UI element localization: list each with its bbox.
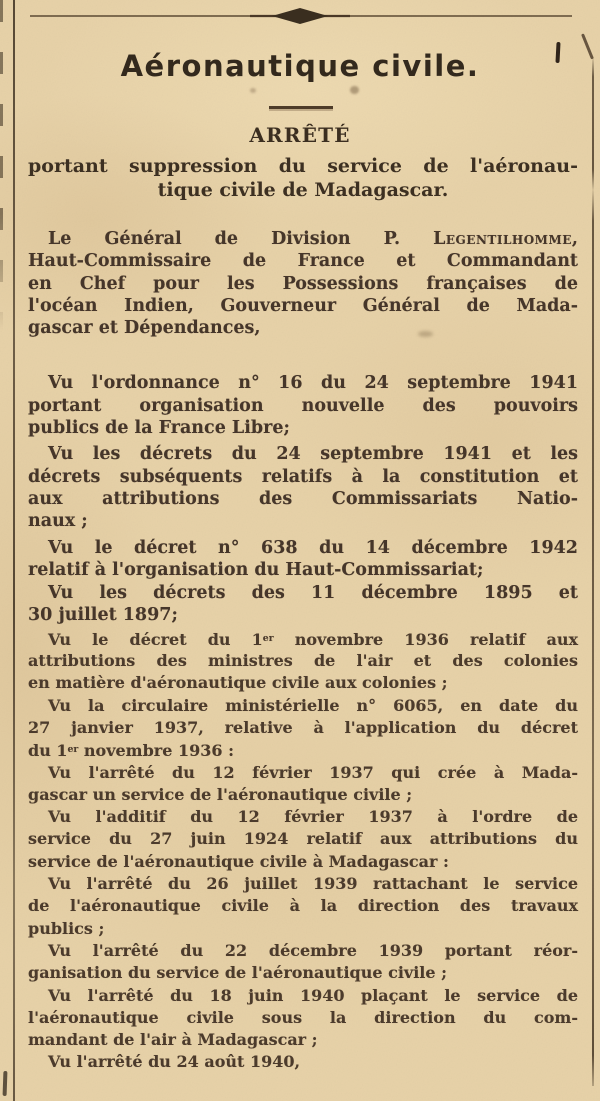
body-line: du 1er novembre 1936 : <box>28 741 234 761</box>
body-line: décrets subséquents relatifs à la constitution et <box>28 466 578 487</box>
body-paragraph <box>28 806 578 873</box>
right-column-rule <box>592 56 594 1086</box>
body-paragraph <box>28 762 578 807</box>
body-line: en Chef pour les Possessions françaises de <box>28 273 578 294</box>
paper-stain <box>250 88 256 93</box>
body-line: ganisation du service de l'aéronautique civile ; <box>28 963 448 983</box>
body-paragraph <box>28 443 578 532</box>
body-line: mandant de l'air à Madagascar ; <box>28 1030 318 1050</box>
body-line: gascar et Dépendances, <box>28 318 261 339</box>
body-line: service du 27 juin 1924 relatif aux attributions du <box>28 829 578 849</box>
body-line: Vu l'arrêté du 18 juin 1940 plaçant le service de <box>48 985 578 1005</box>
diamond-rule-ornament <box>0 0 600 32</box>
article-title: Aéronautique civile. <box>120 49 480 83</box>
body-line: Vu le décret n° 638 du 14 décembre 1942 <box>48 537 578 558</box>
body-paragraph <box>28 537 578 582</box>
decree-subtitle <box>28 155 578 202</box>
body-line: Vu les décrets du 24 septembre 1941 et les <box>48 444 578 465</box>
body-line: publics de la France Libre; <box>28 418 290 439</box>
subtitle-line: tique civile de Madagascar. <box>157 178 449 201</box>
body-line: Vu l'ordonnance n° 16 du 24 septembre 1941 <box>48 373 578 394</box>
body-line: Vu l'arrêté du 12 février 1937 qui crée à Mada- <box>48 762 578 782</box>
body-line: relatif à l'organisation du Haut-Commissariat; <box>28 559 484 580</box>
body-paragraph <box>28 985 578 1052</box>
body-paragraph <box>28 1051 578 1073</box>
body-line: Vu l'arrêté du 22 décembre 1939 portant réor- <box>48 940 578 960</box>
body-line: service de l'aéronautique civile à Madagascar : <box>28 851 449 871</box>
body-line: Vu la circulaire ministérielle n° 6065, en date du <box>48 695 578 715</box>
subtitle-line: portant suppression du service de l'aéronau- <box>28 155 578 177</box>
left-column-rule <box>13 0 15 1101</box>
body-paragraph <box>28 628 578 695</box>
title-underline-rule <box>269 106 333 109</box>
article-body <box>28 228 578 1074</box>
body-line: attributions des ministres de l'air et des colonies <box>28 651 578 671</box>
paper-stain <box>350 86 359 94</box>
decree-heading: ARRÊTÉ <box>249 123 351 147</box>
body-line: portant organisation nouvelle des pouvoirs <box>28 395 578 416</box>
body-paragraph <box>28 873 578 940</box>
body-line: 27 janvier 1937, relative à l'application du décret <box>28 717 578 737</box>
body-paragraph <box>28 228 578 339</box>
body-line: Vu l'arrêté du 26 juillet 1939 rattachant le service <box>48 874 578 894</box>
body-line: naux ; <box>28 511 88 532</box>
body-line: Vu le décret du 1er novembre 1936 relatif aux <box>48 629 579 649</box>
body-line: gascar un service de l'aéronautique civile ; <box>28 784 413 804</box>
body-line: l'aéronautique civile sous la direction du com- <box>28 1007 578 1027</box>
body-line: de l'aéronautique civile à la direction des travaux <box>28 896 578 916</box>
body-line: Vu l'additif du 12 février 1937 à l'ordre de <box>48 807 578 827</box>
body-line: Le Général de Division P. Legentilhomme, <box>48 229 578 249</box>
body-paragraph <box>28 940 578 985</box>
body-line: aux attributions des Commissariats Natio- <box>28 488 578 509</box>
body-paragraph <box>28 582 578 627</box>
body-paragraph <box>28 372 578 439</box>
body-line: Haut-Commissaire de France et Commandant <box>28 251 578 272</box>
body-paragraph <box>28 695 578 762</box>
body-line: Vu les décrets des 11 décembre 1895 et <box>48 583 578 604</box>
body-line: 30 juillet 1897; <box>28 605 178 626</box>
body-line: Vu l'arrêté du 24 août 1940, <box>48 1052 301 1072</box>
body-line: l'océan Indien, Gouverneur Général de Mada- <box>28 295 578 316</box>
paper-stain <box>418 331 433 337</box>
bottom-ink-mark <box>3 1071 8 1096</box>
body-line: publics ; <box>28 918 105 938</box>
body-line: en matière d'aéronautique civile aux colonies ; <box>28 673 448 693</box>
